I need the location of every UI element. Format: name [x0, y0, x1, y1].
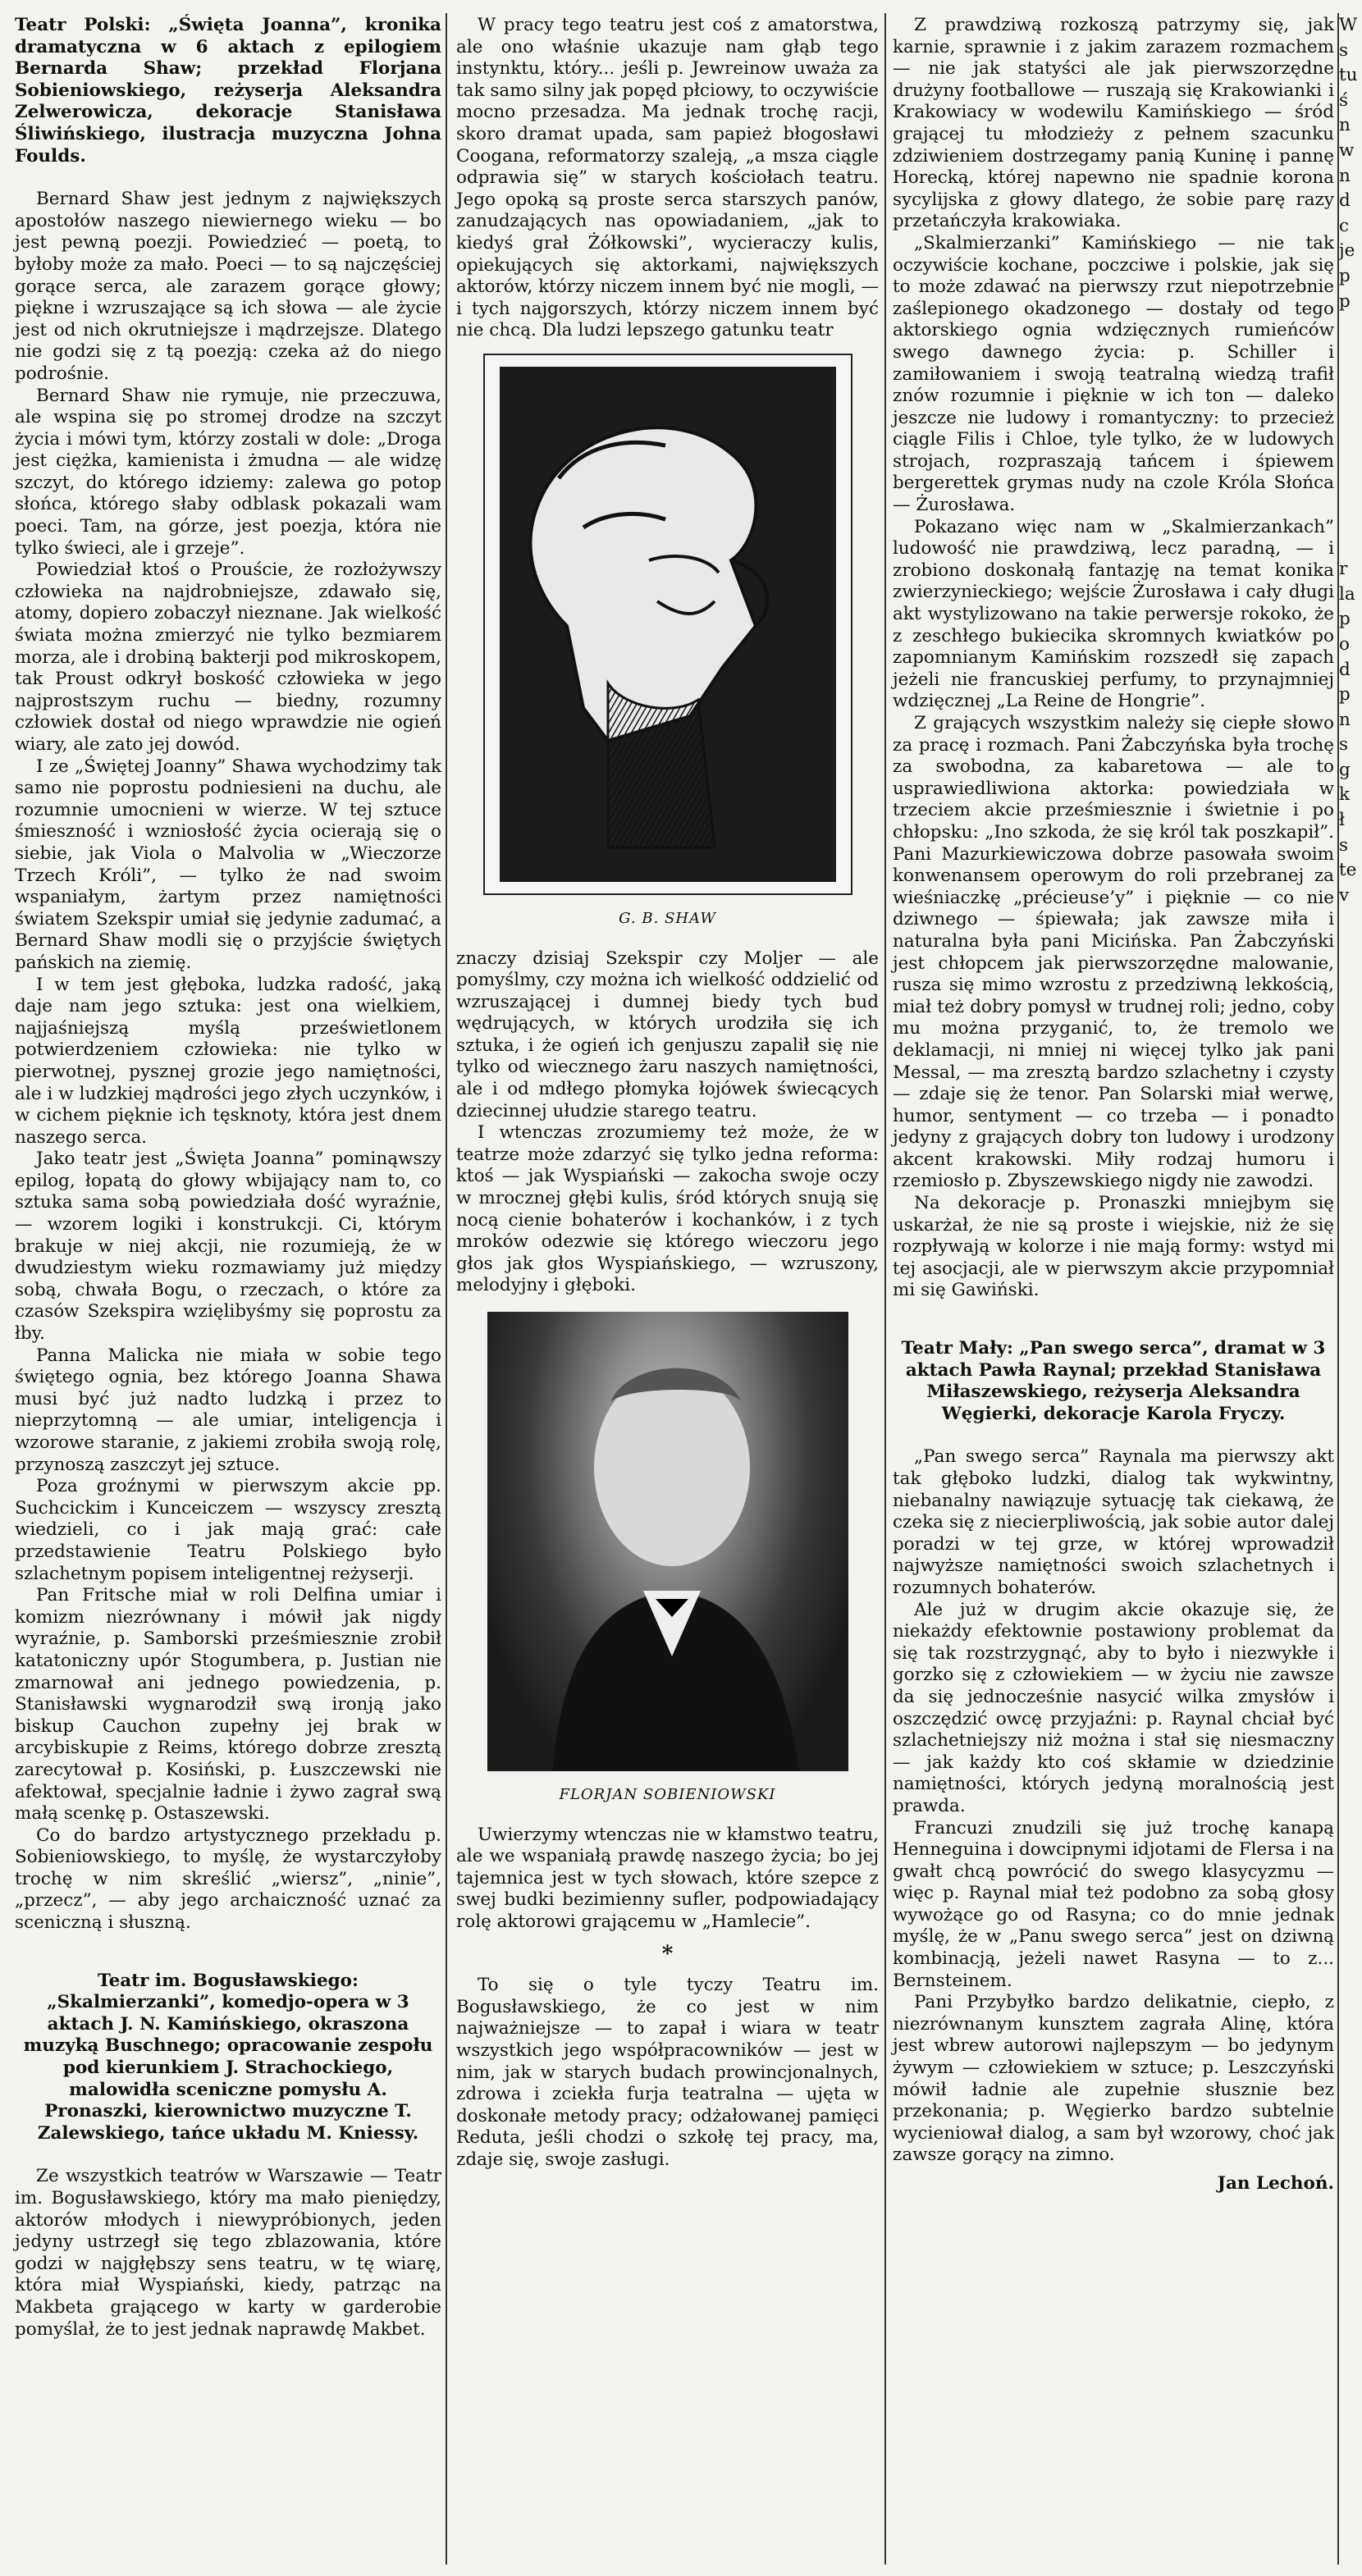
column-4-cut-edge [1339, 15, 1362, 907]
review-heading-teatr-maly: Teatr Mały: „Pan swego serca”, dramat w 3 aktach Pawła Raynal; przekład Stanisława Miłaszewskiego, reżyserja Aleksandra Węgierki, dekoracje Karola Fryczy. [901, 1338, 1326, 1424]
edge-fragment: tu [1339, 65, 1358, 86]
paragraph: Z prawdziwą rozkoszą patrzymy się, jak karnie, sprawnie i z jakim zarazem rozmachem — nie jak statyści ale jak pierwszorzędne drużyny footballowe — ruszają się Krakowianki i Krakowiacy w wodewilu Kamińskiego — śród grającej tu młodzieży z pełnem szacunku zdziwieniem dostrzegamy panią Kuninę i pannę Horecką, której napewno nie spadnie korona sycylijska z głowy dlatego, że sobie parę razy przetańczyła krakowiaka. [893, 15, 1334, 232]
edge-fragment: ś [1339, 89, 1349, 111]
edge-fragment: g [1339, 759, 1351, 780]
edge-fragment: n [1339, 709, 1351, 730]
paragraph: Z grających wszystkim należy się ciepłe słowo za pracę i rozmach. Pani Żabczyńska była trochę za swobodna, za kabaretowa — ale to usprawiedliwiona aktorka: powiedziała w trzeciem akcie prześmiesznie i świetnie i po chłopsku: „Ino szkoda, że się król tak poszkapił”. Pani Mazurkiewiczowa dobrze pasowała swoim konwenansem operowym do roli przebranej za wieśniaczkę „précieuse’y” i pięknie — co nie dziwnego — śpiewała; jak zawsze miła i naturalna była pani Micińska. Pan Żabczyński jest chłopcem jak pierwszorzędne malowanie, rusza się mimo wzrostu z przedziwną lekkością, miał też dobry pomysł w trudnej roli; jedno, coby mu można przyganić, to, że tremolo we deklamacji, ni mniej ni więcej tylko jak pani Messal, — ma zresztą bardzo szlachetny i czysty — zdaje się że tenor. Pan Solarski miał werwę, humor, sentyment — co trzeba — i ponadto jedyny z grających dobry ton ludowy i urodzony akcent krakowski. Miły rodzaj humoru i rzemiosło p. Zbyszewskiego nigdy nie zawodzi. [893, 713, 1334, 1192]
edge-fragment: te [1339, 860, 1357, 881]
edge-fragment: W [1339, 15, 1358, 35]
paragraph: Francuzi znudzili się już trochę kanapą Henneguina i dowcipnymi idjotami de Flersa i na gwałt chcą powrócić do swego klasycyzmu — więc p. Raynal miał też podobno za sobą głosy wywożące go od Rasyna; co do mnie jednak myślę, że w „Panu swego serca” jest on dziwną kombinacją, jeżeli nawet Rasyna — to z... Bernsteinem. [893, 1817, 1334, 1991]
figure-caption-shaw: G. B. SHAW [619, 909, 716, 927]
edge-fragment: w [1339, 139, 1355, 161]
edge-fragment: d [1339, 659, 1351, 680]
paragraph: Ale już w drugim akcie okazuje się, że niekażdy efektownie postawiony problemat da się tak rozstrzygnąć, aby to było i niezwykłe i gorzko się z człowiekiem — w życiu nie zawsze da się jednocześnie nasycić wilka zmysłów i oszczędzić owcę przyjaźni: p. Raynal chciał być szlachetniejszy niż można i stał się niesmaczny — jak każdy kto coś skłamie w dziedzinie namiętności, których jedyną moralnością jest prawda. [893, 1599, 1334, 1816]
paragraph: Pani Przybyłko bardzo delikatnie, ciepło, z niezrównanym kunsztem zagrała Alinę, która jest wbrew autorowi najlepszym — bo jedynym żywym — człowiekiem w sztuce; p. Leszczyński mówił ładnie ale zupełnie słusznie bez przekonania; p. Węgierko bardzo subtelnie wycieniował dialog, a sam był wzorowy, choć jak zawsze gorący na zimno. [893, 1992, 1334, 2166]
paragraph: Pan Fritsche miał w roli Delfina umiar i komizm niezrównany i mówił jak nigdy wyraźnie, p. Samborski prześmiesznie zrobił katatoniczny upór Stogumbera, p. Justian nie zmarnował ani jednego powiedzenia, p. Stanisławski wygnarodził swą ironją jako biskup Cauchon zupełny jej brak w arcybiskupie z Reims, którego dobrze zresztą zarecytował p. Kosiński, p. Łuszczewski nie afektował, specjalnie ładnie i żywo zagrał swą małą scenkę p. Ostaszewski. [15, 1585, 441, 1825]
column-1 [15, 15, 441, 2341]
edge-fragment: n [1339, 165, 1351, 186]
author-signature: Jan Lechoń. [1217, 2173, 1334, 2194]
edge-fragment: je [1339, 240, 1355, 262]
edge-fragment: la [1339, 583, 1355, 605]
edge-fragment: s [1339, 834, 1349, 856]
edge-fragment: c [1339, 215, 1350, 236]
paragraph: Panna Malicka nie miała w sobie tego świętego ognia, bez którego Joanna Shawa musi być już nadto ludzką i przez to nieprzytomną — ale umiar, inteligencja i wzorowe staranie, z jakiemi zrobiła swoją rolę, przynoszą zaszczyt jej sztuce. [15, 1345, 441, 1475]
paragraph: „Skalmierzanki” Kamińskiego — nie tak oczywiście kochane, poczciwe i polskie, jak się to może zdawać na pierwszy rzut niepotrzebnie zaślepionego okadzonego — dostały od tego aktorskiego ognia wdzięcznych rumieńców swego dawnego życia: p. Schiller i zamiłowaniem i swoją teatralną wiedzą trafił znów rozumnie i pięknie w ich ton — daleko jeszcze nie ludowy i romantyczny: to przecież ciągle Filis i Chloe, tyle tylko, że w ludowych strojach, rozpraszają tańcem i śpiewem bergerettek grymas nudy na czole Króla Słońca — Żurosława. [893, 232, 1334, 516]
column-divider [884, 13, 886, 2565]
paragraph: Co do bardzo artystycznego przekładu p. Sobieniowskiego, to myślę, że wystarczyłoby trochę w nim skreślić „wiersz”, „ninie”, „przecz”, — aby jego archaiczność uznać za sceniczną i słuszną. [15, 1825, 441, 1934]
edge-fragment: p [1339, 265, 1351, 286]
paragraph: I w tem jest głęboka, ludzka radość, jaką daje nam jego sztuka: jest ona wielkiem, najjaśniejszą myślą prześwietlonem potwierdzeniem człowieka: nie tylko w pierwotnej, pysznej grozie jego namiętności, ale i w ludzkiej mądrości jego złych uczynków, i w cichem pięknie ich tęsknoty, która jest dnem naszego serca. [15, 974, 441, 1148]
paragraph: To się o tyle tyczy Teatru im. Bogusławskiego, że co jest w nim najważniejsze — to zapał i wiara w teatr wszystkich jego współpracowników — jest w nim, jak w starych budach prowincjonalnych, zdrowa i zciekła furja teatralna — ujęta w doskonałe metody pracy; odżałowanej pamięci Reduta, jeśli chodzi o szkołę tej pracy, ma, zdaje się, swoje zasługi. [456, 1975, 879, 2170]
paragraph: Pokazano więc nam w „Skalmierzankach” ludowość nie prawdziwą, lecz paradną, — i zrobiono doskonałą fantazję na temat konika zwierzynieckiego; wejście Żurosława i cały długi akt wystylizowano na takie perwersje rokoko, że z zeschłego bukiecika skromnych kwiatków po zapomnianym Kamińskim rozszedł się zapach jeżeli nie francuskiej perfumy, to przynajmniej wdzięcznej „La Reine de Hongrie”. [893, 516, 1334, 712]
paragraph: Powiedział ktoś o Prouście, że rozłożywszy człowieka na najdrobniejsze, zdawało się, atomy, dopiero zobaczył nieznane. Jak wielkość świata można zmierzyć nie tylko bezmiarem morza, ale i drobiną bakterji pod mikroskopem, tak Proust odkrył boskość człowieka w jego najprostszym ruchu — biedny, rozumny człowiek dostał od niego wprawdzie nie ogień wiary, ale zato jej dowód. [15, 560, 441, 755]
review-heading-teatr-polski: Teatr Polski: „Święta Joanna”, kronika dramatyczna w 6 aktach z epilogiem Bernarda Shaw; przekład Florjana Sobieniowskiego, reżyserja Aleksandra Zelwerowicza, dekoracje Stanisława Śliwińskiego, ilustracja muzyczna Johna Foulds. [15, 15, 441, 167]
edge-fragment: v [1339, 884, 1350, 906]
paragraph: znaczy dzisiaj Szekspir czy Moljer — ale pomyślmy, czy można ich wielkość oddzielić od wzruszającej i dumnej biedy tych bud wędrujących, w których urodziła się ich sztuka, i że ogień ich genjuszu zapalił się nie tylko od wiecznego żaru naszych namiętności, ale i od mdłego płomyka łojówek świecących dziecinnej ułudzie starego teatru. [456, 948, 879, 1121]
portrait-photo-icon [487, 1312, 848, 1771]
column-3 [893, 15, 1334, 2195]
paragraph: Jako teatr jest „Święta Joanna” pominąwszy epilog, łopatą do głowy wbijający nam to, co sztuka sama sobą powiedziała dość wyraźnie, — wzorem logiki i konstrukcji. Ci, którym brakuje w niej akcji, nie rozumieją, że w dwudziestym wieku rozmawiamy już między sobą, chwała Bogu, o rzeczach, o które za czasów Szekspira wzięlibyśmy się poprostu za łby. [15, 1149, 441, 1345]
paragraph: Poza groźnymi w pierwszym akcie pp. Suchcickim i Kunceiczem — wszyscy zresztą wiedzieli, co i jak mają grać: całe przedstawienie Teatru Polskiego było szlachetnym popisem inteligentnej reżyserji. [15, 1476, 441, 1584]
edge-fragment: p [1339, 609, 1351, 630]
paragraph: „Pan swego serca” Raynala ma pierwszy akt tak głęboko ludzki, dialog tak wykwintny, niebanalny nawiązuje sytuację tak ciekawą, że czeka się z niecierpliwością, jak sobie autor dalej poradzi w tej grze, w której wprowadził najwyższe namiętności swoich szlachetnych i rozumnych bohaterów. [893, 1446, 1334, 1598]
edge-fragment: r [1339, 559, 1348, 580]
paragraph: Ze wszystkich teatrów w Warszawie — Teatr im. Bogusławskiego, który ma mało pieniędzy, aktorów młodych i niewypróbionych, jeden jedyny ustrzegł się tego zblazowania, które godzi w najgłębszy sens teatru, w tę wiarę, która miał Wyspiański, kiedy, patrząc na Makbeta grającego w karty w garderobie pomyślał, że to jest jednak naprawdę Makbet. [15, 2166, 441, 2340]
column-2 [456, 15, 879, 2172]
paragraph: Bernard Shaw jest jednym z największych apostołów naszego niewiernego wieku — bo jest pewną poezji. Powiedzieć — poetą, to byłoby może za mało. Poeci — to są najczęściej gorące serca, ale zarazem gorące głowy; piękne i wzruszające są ich słowa — ale życie jest od nich okrutniejsze i mądrzejsze. Dlatego nie godzi się z tą poezją: czeka aż do niego podrośnie. [15, 189, 441, 384]
shaw-caricature-figure [483, 354, 852, 895]
edge-fragment: ł [1339, 810, 1345, 831]
paragraph: Na dekoracje p. Pronaszki mniejbym się uskarżał, że nie są proste i wiejskie, niż że się rozpływają w kolorze i nie mają formy: wstyd mi tej asocjacji, ale w pierwszym akcie przypomniał mi się Gawiński. [893, 1193, 1334, 1301]
figure-caption-sobieniowski: FLORJAN SOBIENIOWSKI [559, 1786, 776, 1803]
edge-fragment: d [1339, 190, 1351, 212]
sobieniowski-portrait-photo [487, 1312, 848, 1771]
edge-fragment: p [1339, 684, 1351, 706]
paragraph: Uwierzymy wtenczas nie w kłamstwo teatru, ale we wspaniałą prawdę naszego życia; bo jej tajemnica jest w tych słowach, które szepce z swej budki bezimienny sufler, podpowiadający rolę aktorowi grającemu w „Hamlecie”. [456, 1824, 879, 1932]
edge-fragment: p [1339, 290, 1351, 312]
edge-fragment: o [1339, 633, 1350, 655]
edge-fragment: s [1339, 39, 1349, 61]
paragraph: I ze „Świętej Joanny” Shawa wychodzimy tak samo nie poprostu podniesieni na duchu, ale rozumnie umocnieni w wierze. W tej sztuce śmieszność i wzniosłość życia ocierają się o siebie, jak Viola o Malvolia w „Wieczorze Trzech Króli”, — tylko że nad swoim wspaniałym, żartym przez namiętności światem Szekspir umiał się jedynie zadumać, a Bernard Shaw modli się o przyjście świętych pańskich na ziemię. [15, 756, 441, 973]
edge-fragment: s [1339, 734, 1349, 756]
shaw-caricature-icon [485, 355, 851, 893]
edge-fragment: k [1339, 784, 1351, 806]
edge-fragment: n [1339, 115, 1351, 136]
section-separator-star: * [661, 1941, 674, 1966]
column-divider [446, 13, 447, 2565]
paragraph: Bernard Shaw nie rymuje, nie przeczuwa, ale wspina się po stromej drodze na szczyt życia i mówi tym, którzy zostali w dole: „Droga jest ciężka, kamienista i żmudna — ale widzę szczyt, do którego idziemy: zalewa go potop słońca, którego słaby odblask pokazali wam poeci. Tam, na górze, jest poezja, która nie tylko świeci, ale i grzeje”. [15, 385, 441, 559]
review-heading-teatr-boguslawskiego: Teatr im. Bogusławskiego: „Skalmierzanki”, komedjo-opera w 3 aktach J. N. Kamińskiego, okraszona muzyką Buschnego; opracowanie zespołu pod kierunkiem J. Strachockiego, malowidła sceniczne pomysłu A. Pronaszki, kierownictwo muzyczne T. Zalewskiego, tańce układu M. Kniessy. [23, 1970, 433, 2144]
paragraph: W pracy tego teatru jest coś z amatorstwa, ale ono właśnie ukazuje nam głąb tego instynktu, który... jeśli p. Jewreinow uważa za tak samo silny jak popęd płciowy, to oczywiście mocno przesadza. Ma jednak trochę racji, skoro dramat upada, sam papież błogosławi Coogana, reformatorzy szaleją, „a msza ciągle odprawia się” w starych kościołach teatru. Jego opoką są proste serca starszych panów, zanudzających nas opowiadaniem, „jak to kiedyś grał Żółkowski”, wycieraczy kulis, opiekujących się aktorkami, największych aktorów, którzy niczem innem być nie mogli, — i tych najgorszych, którzy niczem innem być nie chcą. Dla ludzi lepszego gatunku teatr [456, 15, 880, 341]
paragraph: I wtenczas zrozumiemy też może, że w teatrze może zdarzyć się tylko jedna reforma: ktoś — jak Wyspiański — zakocha swoje oczy w mrocznej głębi kulis, śród których snują się nocą cienie bohaterów i kochanków, i z tych mroków odezwie się którego wieczoru jego głos jak głos Wyspiańskiego, — wzruszony, melodyjny i głęboki. [456, 1122, 879, 1296]
